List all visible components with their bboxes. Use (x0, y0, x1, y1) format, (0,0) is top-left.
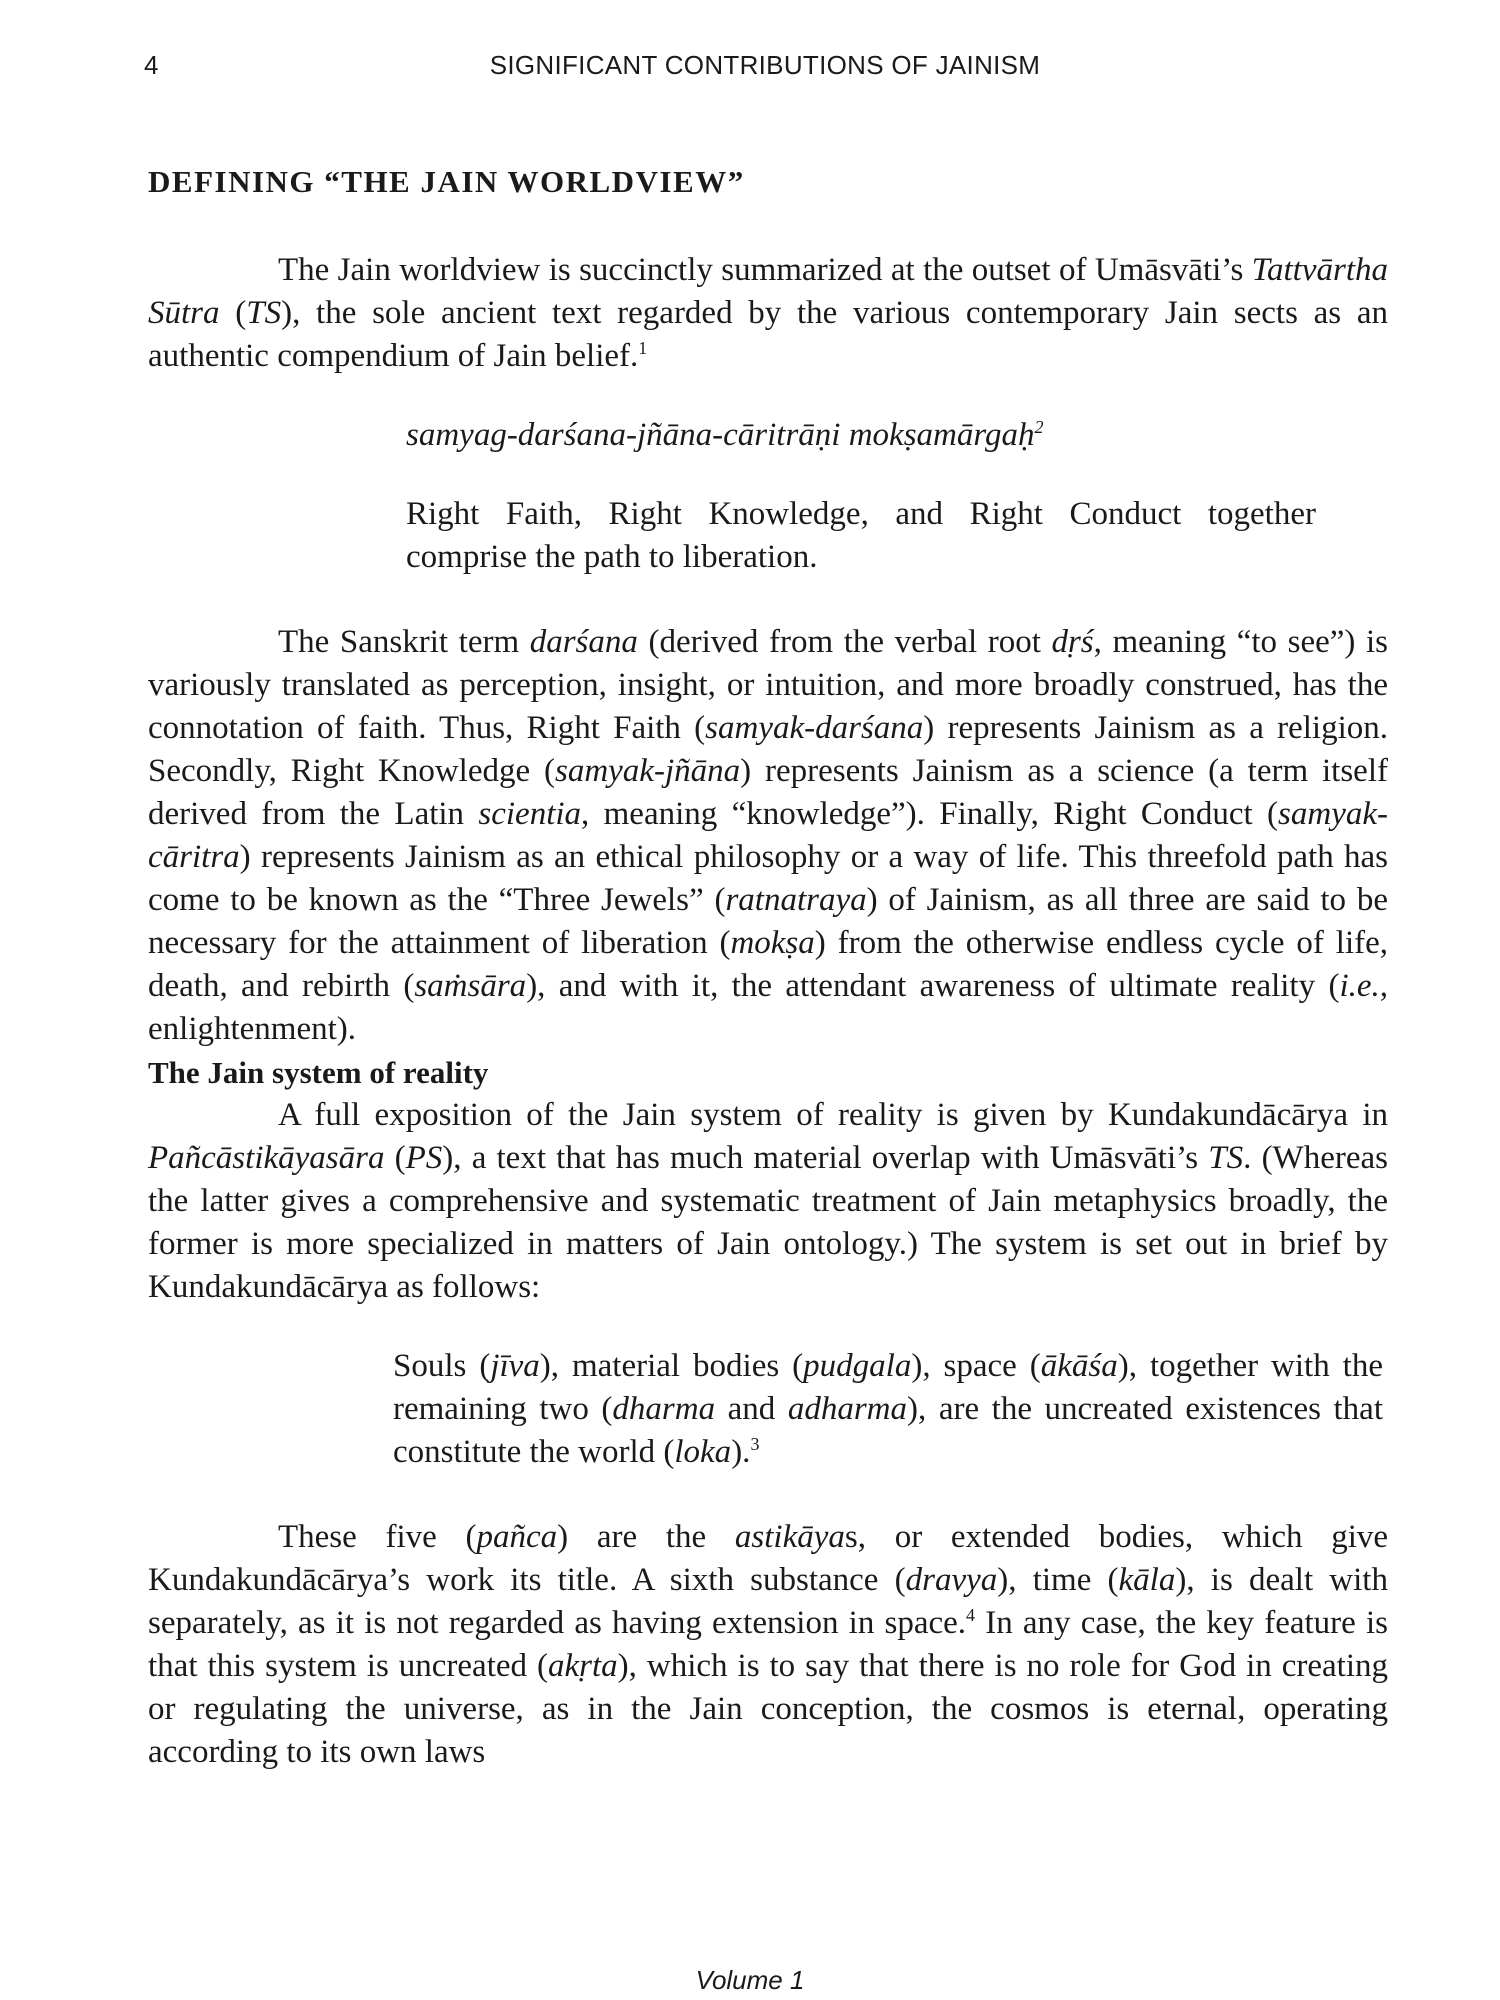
subheading-system-of-reality: The Jain system of reality (148, 1055, 489, 1090)
paragraph-darsana: The Sanskrit term darśana (derived from the verbal root dṛś, meaning “to see”) is variously translated as perception, insight, or intuition, and more broadly construed, has the connotation of faith. Thus, Right Faith (samyak-darśana) represents Jainism as a religion. Secondly, Right Knowledge (samyak-jñāna) represents Jainism as a science (a term itself derived from the Latin scientia, meaning “knowledge”). Finally, Right Conduct (samyak-cāritra) represents Jainism as an ethical philosophy or a way of life. This threefold path has come to be known as the “Three Jewels” (ratnatraya) of Jainism, as all three are said to be necessary for the attainment of liberation (mokṣa) from the otherwise endless cycle of life, death, and rebirth (saṁsāra), and with it, the attendant awareness of ultimate reality (i.e., enlightenment). (148, 624, 1389, 1047)
footnote-ref-4: 4 (966, 1605, 976, 1625)
page-footer-volume: Volume 1 (695, 1965, 805, 1995)
paragraph-system: A full exposition of the Jain system of reality is given by Kundakundācārya in Pañcāstikāyasāra (PS), a text that has much material overlap with Umāsvāti’s TS. (Whereas the latter gives a comprehensive and systematic treatment of Jain metaphysics broadly, the former is more specialized in matters of Jain ontology.) The system is set out in brief by Kundakundācārya as follows: (148, 1097, 1388, 1305)
footnote-ref-2: 2 (1034, 417, 1044, 437)
paragraph-intro: The Jain worldview is succinctly summarized at the outset of Umāsvāti’s Tattvārtha Sūtra (TS), the sole ancient text regarded by the various contemporary Jain sects as an authentic compendium of Jain belief.$^1$ (148, 252, 1388, 374)
block-quote-translation: Right Faith, Right Knowledge, and Right Conduct together comprise the path to liberation. (406, 496, 1316, 575)
block-quote-substances: Souls (jīva), material bodies (pudgala), space (ākāśa), together with the remaining two (dharma and adharma), are the uncreated existences that constitute the world (loka).$^3$ (393, 1348, 1383, 1470)
footnote-ref-1: 1 (638, 338, 648, 358)
section-heading: DEFINING “THE JAIN WORLDVIEW” (148, 164, 745, 199)
sanskrit-verse: samyag-darśana-jñāna-cāritrāṇi mokṣamārgaḥ$^2$ (406, 417, 1044, 453)
footnote-ref-3: 3 (750, 1434, 760, 1454)
paragraph-astikayas: These five (pañca) are the astikāyas, or extended bodies, which give Kundakundācārya’s work its title. A sixth substance (dravya), time (kāla), is dealt with separately, as it is not regarded as having extension in space.$^4$ In any case, the key feature is that this system is uncreated (akṛta), which is to say that there is no role for God in creating or regulating the universe, as in the Jain conception, the cosmos is eternal, operating according to its own laws (148, 1519, 1389, 1770)
running-head: SIGNIFICANT CONTRIBUTIONS OF JAINISM (489, 50, 1041, 80)
page-body (148, 160, 1388, 1774)
page-header (140, 50, 1390, 90)
page-number: 4 (144, 50, 159, 80)
